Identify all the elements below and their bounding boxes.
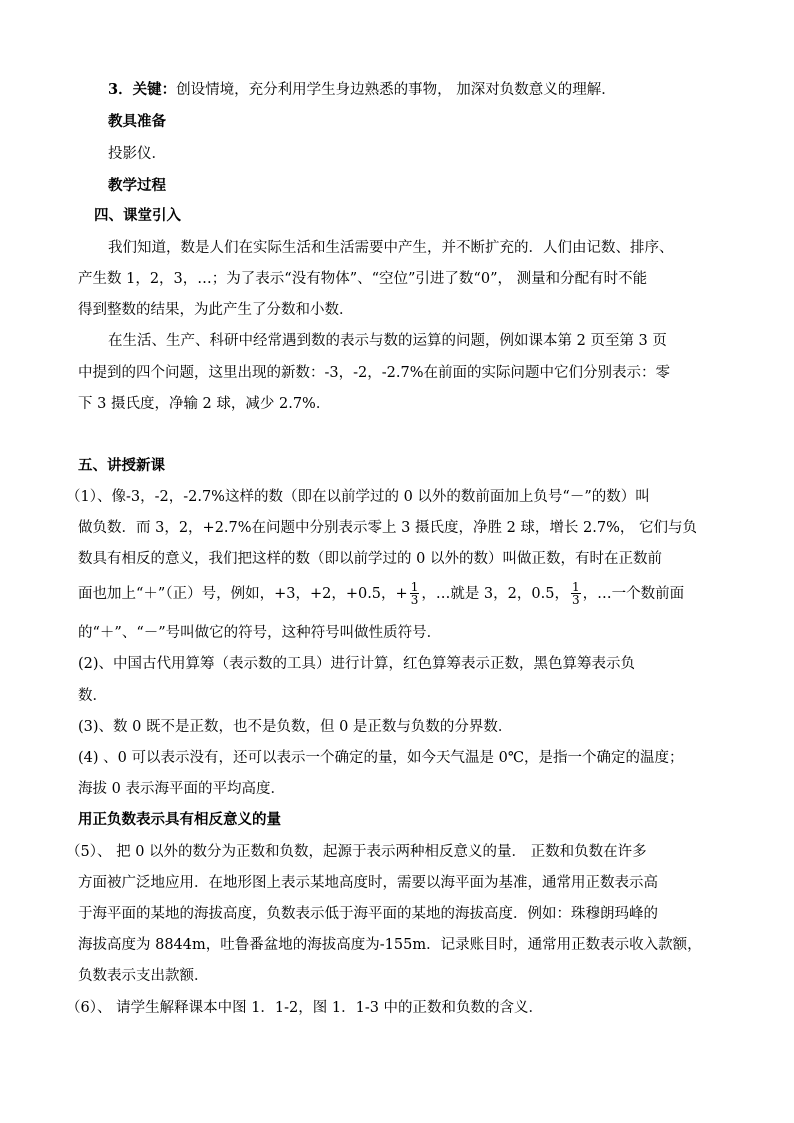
- point1-line-3: 数具有相反的意义，我们把这样的数（即以前学过的 0 以外的数）叫做正数，有时在正数前: [78, 551, 662, 567]
- point1-line-4-part-b: ，…就是 3，2，0.5，: [421, 586, 569, 602]
- point4-line-1: (4) 、0 可以表示没有，还可以表示一个确定的量，如今天气温是 0℃，是指一个确定的温度；: [78, 750, 684, 766]
- point1-line-4-part-a: 面也加上“＋”（正）号，例如，+3，+2，+0.5，+: [78, 586, 408, 602]
- intro-line-4: 在生活、生产、科研中经常遇到数的表示与数的运算的问题，例如课本第 2 页至第 3 页: [108, 333, 667, 349]
- fraction-denominator: 3: [571, 592, 580, 607]
- intro-line-2: 产生数 1，2，3，…；为了表示“没有物体”、“空位”引进了数“0”， 测量和分配有时不能: [78, 271, 648, 287]
- point5-line-1: （5）、 把 0 以外的数分为正数和负数，起源于表示两种相反意义的量． 正数和负数在许多: [66, 844, 647, 860]
- point5-line-2: 方面被广泛地应用．在地形图上表示某地高度时，需要以海平面为基准，通常用正数表示高: [78, 875, 658, 891]
- heading-opposite-quantities: 用正负数表示具有相反意义的量: [78, 811, 281, 828]
- key-point-line: [108, 80, 616, 100]
- point5-line-4: 海拔高度为 8844m，吐鲁番盆地的海拔高度为-155m．记录账目时，通常用正数表示收入款额，: [78, 937, 702, 953]
- fraction-one-third: [410, 581, 420, 606]
- intro-line-1: 我们知道，数是人们在实际生活和生活需要中产生，并不断扩充的．人们由记数、排序、: [108, 240, 674, 256]
- point3-line: (3)、数 0 既不是正数，也不是负数，但 0 是正数与负数的分界数．: [78, 719, 513, 735]
- key-point-label: 3．关键：: [108, 81, 177, 98]
- point5-line-3: 于海平面的某地的海拔高度，负数表示低于海平面的某地的海拔高度．例如：珠穆朗玛峰的: [78, 906, 658, 922]
- point5-line-5: 负数表示支出款额．: [78, 968, 209, 984]
- intro-line-3: 得到整数的结果，为此产生了分数和小数．: [78, 302, 354, 318]
- point1-line-5: 的“＋”、“－”号叫做它的符号，这种符号叫做性质符号．: [78, 625, 442, 641]
- point2-line-2: 数．: [78, 688, 107, 704]
- point2-line-1: (2)、中国古代用算筹（表示数的工具）进行计算，红色算筹表示正数，黑色算筹表示负: [78, 656, 636, 672]
- fraction-one-third-2: [571, 581, 581, 606]
- intro-line-5: 中提到的四个问题，这里出现的新数：-3，-2，-2.7%在前面的实际问题中它们分别表示：零: [78, 365, 670, 381]
- heading-class-intro: 四、课堂引入: [94, 207, 181, 224]
- point6-line: （6）、 请学生解释课本中图 1．1-2，图 1．1-3 中的正数和负数的含义．: [66, 1000, 544, 1016]
- heading-teaching-process: 教学过程: [108, 177, 166, 194]
- point1-line-1: （1）、像-3，-2，-2.7%这样的数（即在以前学过的 0 以外的数前面加上负号“－”的数）叫: [66, 489, 650, 505]
- point4-line-2: 海拔 0 表示海平面的平均高度．: [78, 781, 285, 797]
- fraction-numerator: 1: [571, 579, 580, 594]
- point1-line-4: [78, 580, 684, 608]
- teaching-aids-text: 投影仪．: [108, 146, 166, 162]
- fraction-numerator: 1: [410, 579, 419, 594]
- fraction-denominator: 3: [410, 592, 419, 607]
- key-point-text: 创设情境，充分利用学生身边熟悉的事物， 加深对负数意义的理解．: [176, 82, 616, 98]
- intro-line-6: 下 3 摄氏度，净输 2 球，减少 2.7%．: [78, 396, 331, 412]
- heading-new-lesson: 五、讲授新课: [78, 457, 165, 474]
- point1-line-2: 做负数．而 3，2，+2.7%在问题中分别表示零上 3 摄氏度，净胜 2 球，增长 2.7%， 它们与负: [78, 520, 697, 536]
- heading-teaching-aids: 教具准备: [108, 113, 166, 130]
- point1-line-4-part-c: ，…一个数前面: [582, 586, 685, 602]
